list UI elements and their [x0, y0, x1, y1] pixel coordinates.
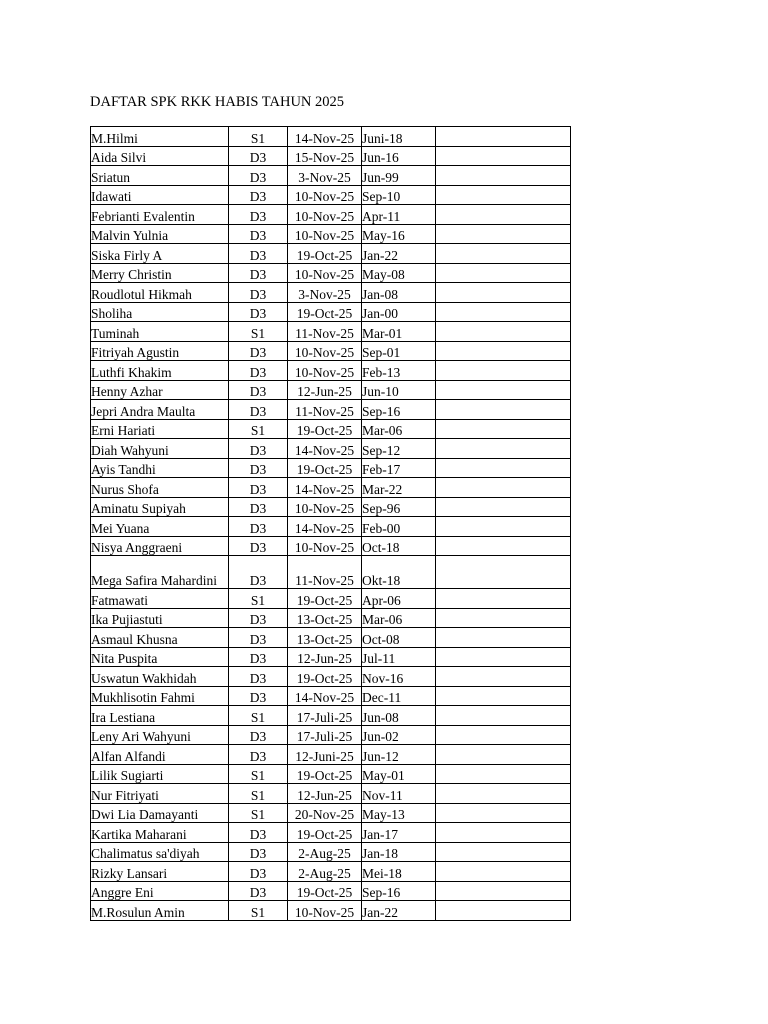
- cell-expiry-date: 10-Nov-25: [288, 205, 362, 225]
- cell-expiry-date: 14-Nov-25: [288, 686, 362, 706]
- cell-start-date: Jan-08: [362, 283, 436, 303]
- spk-table: [90, 126, 571, 921]
- cell-expiry-date: 19-Oct-25: [288, 667, 362, 687]
- cell-name: Luthfi Khakim: [91, 361, 229, 381]
- cell-expiry-date: 19-Oct-25: [288, 419, 362, 439]
- cell-empty: [436, 842, 571, 862]
- table-row: [91, 283, 571, 303]
- cell-empty: [436, 647, 571, 667]
- cell-name: Chalimatus sa'diyah: [91, 842, 229, 862]
- cell-empty: [436, 205, 571, 225]
- cell-empty: [436, 166, 571, 186]
- cell-education-level: D3: [229, 608, 288, 628]
- table-row: [91, 628, 571, 648]
- cell-name: Idawati: [91, 185, 229, 205]
- cell-empty: [436, 536, 571, 556]
- cell-empty: [436, 784, 571, 804]
- cell-start-date: Jan-00: [362, 302, 436, 322]
- cell-empty: [436, 244, 571, 264]
- cell-name: Nisya Anggraeni: [91, 536, 229, 556]
- table-row: [91, 185, 571, 205]
- cell-start-date: Sep-12: [362, 439, 436, 459]
- cell-education-level: D3: [229, 478, 288, 498]
- table-row: [91, 439, 571, 459]
- cell-start-date: Juni-18: [362, 127, 436, 147]
- cell-start-date: Jan-17: [362, 823, 436, 843]
- cell-name: Merry Christin: [91, 263, 229, 283]
- table-row: [91, 380, 571, 400]
- cell-name: Nur Fitriyati: [91, 784, 229, 804]
- cell-start-date: Sep-16: [362, 400, 436, 420]
- cell-empty: [436, 628, 571, 648]
- cell-expiry-date: 2-Aug-25: [288, 862, 362, 882]
- cell-start-date: Jun-02: [362, 725, 436, 745]
- cell-empty: [436, 862, 571, 882]
- cell-name: Rizky Lansari: [91, 862, 229, 882]
- cell-name: Mega Safira Mahardini: [91, 556, 229, 589]
- cell-expiry-date: 10-Nov-25: [288, 224, 362, 244]
- cell-start-date: Sep-16: [362, 881, 436, 901]
- cell-start-date: Dec-11: [362, 686, 436, 706]
- cell-name: Ika Pujiastuti: [91, 608, 229, 628]
- table-row: [91, 745, 571, 765]
- cell-name: Fatmawati: [91, 589, 229, 609]
- cell-empty: [436, 127, 571, 147]
- cell-start-date: May-08: [362, 263, 436, 283]
- cell-expiry-date: 20-Nov-25: [288, 803, 362, 823]
- cell-start-date: Sep-96: [362, 497, 436, 517]
- cell-education-level: D3: [229, 517, 288, 537]
- cell-education-level: D3: [229, 686, 288, 706]
- cell-start-date: Jun-12: [362, 745, 436, 765]
- table-row: [91, 862, 571, 882]
- cell-education-level: D3: [229, 439, 288, 459]
- cell-education-level: D3: [229, 341, 288, 361]
- cell-education-level: D3: [229, 458, 288, 478]
- table-row: [91, 764, 571, 784]
- cell-expiry-date: 19-Oct-25: [288, 823, 362, 843]
- cell-name: M.Rosulun Amin: [91, 901, 229, 921]
- cell-expiry-date: 17-Juli-25: [288, 706, 362, 726]
- cell-name: Erni Hariati: [91, 419, 229, 439]
- cell-empty: [436, 263, 571, 283]
- cell-empty: [436, 608, 571, 628]
- cell-education-level: D3: [229, 302, 288, 322]
- cell-education-level: D3: [229, 361, 288, 381]
- cell-name: Ira Lestiana: [91, 706, 229, 726]
- cell-expiry-date: 3-Nov-25: [288, 283, 362, 303]
- cell-start-date: Nov-16: [362, 667, 436, 687]
- cell-empty: [436, 439, 571, 459]
- cell-education-level: D3: [229, 205, 288, 225]
- table-row: [91, 497, 571, 517]
- cell-start-date: Feb-17: [362, 458, 436, 478]
- cell-empty: [436, 823, 571, 843]
- cell-name: Lilik Sugiarti: [91, 764, 229, 784]
- table-row: [91, 478, 571, 498]
- cell-start-date: Mar-01: [362, 322, 436, 342]
- cell-expiry-date: 14-Nov-25: [288, 478, 362, 498]
- cell-name: Fitriyah Agustin: [91, 341, 229, 361]
- cell-expiry-date: 11-Nov-25: [288, 322, 362, 342]
- cell-expiry-date: 19-Oct-25: [288, 244, 362, 264]
- cell-name: Tuminah: [91, 322, 229, 342]
- table-row: [91, 341, 571, 361]
- cell-expiry-date: 19-Oct-25: [288, 458, 362, 478]
- table-row: [91, 608, 571, 628]
- cell-expiry-date: 14-Nov-25: [288, 127, 362, 147]
- table-row: [91, 263, 571, 283]
- cell-start-date: Apr-06: [362, 589, 436, 609]
- cell-education-level: D3: [229, 881, 288, 901]
- cell-name: Kartika Maharani: [91, 823, 229, 843]
- table-row: [91, 686, 571, 706]
- cell-start-date: Jul-11: [362, 647, 436, 667]
- table-row: [91, 556, 571, 589]
- cell-expiry-date: 19-Oct-25: [288, 881, 362, 901]
- cell-expiry-date: 10-Nov-25: [288, 185, 362, 205]
- table-row: [91, 842, 571, 862]
- cell-start-date: Feb-00: [362, 517, 436, 537]
- cell-empty: [436, 185, 571, 205]
- table-row: [91, 127, 571, 147]
- cell-empty: [436, 517, 571, 537]
- cell-education-level: D3: [229, 146, 288, 166]
- cell-empty: [436, 706, 571, 726]
- cell-expiry-date: 10-Nov-25: [288, 263, 362, 283]
- cell-name: Diah Wahyuni: [91, 439, 229, 459]
- cell-start-date: Jun-10: [362, 380, 436, 400]
- cell-empty: [436, 745, 571, 765]
- cell-empty: [436, 881, 571, 901]
- cell-start-date: Mar-22: [362, 478, 436, 498]
- cell-education-level: S1: [229, 764, 288, 784]
- cell-empty: [436, 725, 571, 745]
- cell-empty: [436, 400, 571, 420]
- cell-name: Asmaul Khusna: [91, 628, 229, 648]
- cell-name: Malvin Yulnia: [91, 224, 229, 244]
- cell-name: Mei Yuana: [91, 517, 229, 537]
- cell-start-date: Oct-18: [362, 536, 436, 556]
- cell-education-level: S1: [229, 127, 288, 147]
- cell-start-date: Feb-13: [362, 361, 436, 381]
- cell-education-level: D3: [229, 283, 288, 303]
- cell-education-level: D3: [229, 842, 288, 862]
- cell-expiry-date: 13-Oct-25: [288, 608, 362, 628]
- table-row: [91, 725, 571, 745]
- cell-expiry-date: 19-Oct-25: [288, 764, 362, 784]
- cell-expiry-date: 15-Nov-25: [288, 146, 362, 166]
- cell-education-level: S1: [229, 589, 288, 609]
- page-title: DAFTAR SPK RKK HABIS TAHUN 2025: [90, 94, 345, 110]
- cell-expiry-date: 10-Nov-25: [288, 341, 362, 361]
- table-row: [91, 458, 571, 478]
- cell-empty: [436, 146, 571, 166]
- cell-start-date: Sep-10: [362, 185, 436, 205]
- cell-start-date: Jun-08: [362, 706, 436, 726]
- cell-empty: [436, 341, 571, 361]
- cell-name: Febrianti Evalentin: [91, 205, 229, 225]
- cell-name: Siska Firly A: [91, 244, 229, 264]
- cell-name: Ayis Tandhi: [91, 458, 229, 478]
- table-row: [91, 146, 571, 166]
- cell-education-level: S1: [229, 706, 288, 726]
- cell-expiry-date: 12-Jun-25: [288, 380, 362, 400]
- table-row: [91, 244, 571, 264]
- cell-empty: [436, 667, 571, 687]
- cell-expiry-date: 14-Nov-25: [288, 439, 362, 459]
- cell-expiry-date: 3-Nov-25: [288, 166, 362, 186]
- table-row: [91, 706, 571, 726]
- cell-name: Aminatu Supiyah: [91, 497, 229, 517]
- table-row: [91, 322, 571, 342]
- cell-start-date: Jan-22: [362, 244, 436, 264]
- cell-name: Anggre Eni: [91, 881, 229, 901]
- cell-start-date: Apr-11: [362, 205, 436, 225]
- table-row: [91, 589, 571, 609]
- cell-education-level: D3: [229, 536, 288, 556]
- cell-empty: [436, 419, 571, 439]
- cell-education-level: S1: [229, 419, 288, 439]
- cell-education-level: S1: [229, 803, 288, 823]
- cell-start-date: Jan-22: [362, 901, 436, 921]
- cell-expiry-date: 10-Nov-25: [288, 901, 362, 921]
- cell-start-date: May-01: [362, 764, 436, 784]
- cell-expiry-date: 13-Oct-25: [288, 628, 362, 648]
- table-row: [91, 647, 571, 667]
- table-row: [91, 803, 571, 823]
- cell-start-date: May-13: [362, 803, 436, 823]
- cell-education-level: D3: [229, 497, 288, 517]
- cell-empty: [436, 224, 571, 244]
- cell-name: Nita Puspita: [91, 647, 229, 667]
- cell-start-date: Sep-01: [362, 341, 436, 361]
- cell-expiry-date: 10-Nov-25: [288, 497, 362, 517]
- cell-empty: [436, 497, 571, 517]
- cell-education-level: D3: [229, 185, 288, 205]
- cell-empty: [436, 361, 571, 381]
- cell-expiry-date: 12-Juni-25: [288, 745, 362, 765]
- cell-name: Sriatun: [91, 166, 229, 186]
- cell-empty: [436, 458, 571, 478]
- cell-empty: [436, 478, 571, 498]
- cell-expiry-date: 11-Nov-25: [288, 556, 362, 589]
- cell-empty: [436, 686, 571, 706]
- cell-start-date: Mar-06: [362, 419, 436, 439]
- cell-expiry-date: 10-Nov-25: [288, 361, 362, 381]
- cell-empty: [436, 302, 571, 322]
- cell-name: Alfan Alfandi: [91, 745, 229, 765]
- table-row: [91, 823, 571, 843]
- cell-education-level: D3: [229, 224, 288, 244]
- cell-empty: [436, 283, 571, 303]
- cell-education-level: D3: [229, 667, 288, 687]
- cell-name: Roudlotul Hikmah: [91, 283, 229, 303]
- cell-start-date: May-16: [362, 224, 436, 244]
- cell-start-date: Mar-06: [362, 608, 436, 628]
- cell-name: Leny Ari Wahyuni: [91, 725, 229, 745]
- cell-education-level: D3: [229, 628, 288, 648]
- cell-education-level: S1: [229, 322, 288, 342]
- table-row: [91, 400, 571, 420]
- cell-name: Dwi Lia Damayanti: [91, 803, 229, 823]
- table-row: [91, 361, 571, 381]
- table-row: [91, 166, 571, 186]
- cell-start-date: Nov-11: [362, 784, 436, 804]
- table-row: [91, 205, 571, 225]
- cell-education-level: D3: [229, 745, 288, 765]
- cell-education-level: S1: [229, 901, 288, 921]
- cell-name: Jepri Andra Maulta: [91, 400, 229, 420]
- table-row: [91, 784, 571, 804]
- cell-name: Nurus Shofa: [91, 478, 229, 498]
- table-row: [91, 667, 571, 687]
- cell-start-date: Oct-08: [362, 628, 436, 648]
- cell-expiry-date: 19-Oct-25: [288, 302, 362, 322]
- table-row: [91, 302, 571, 322]
- cell-education-level: S1: [229, 784, 288, 804]
- table-row: [91, 901, 571, 921]
- cell-name: Aida Silvi: [91, 146, 229, 166]
- table-row: [91, 517, 571, 537]
- cell-education-level: D3: [229, 400, 288, 420]
- cell-empty: [436, 901, 571, 921]
- cell-education-level: D3: [229, 244, 288, 264]
- cell-empty: [436, 803, 571, 823]
- cell-name: Sholiha: [91, 302, 229, 322]
- table-row: [91, 224, 571, 244]
- cell-expiry-date: 12-Jun-25: [288, 647, 362, 667]
- cell-expiry-date: 2-Aug-25: [288, 842, 362, 862]
- cell-expiry-date: 17-Juli-25: [288, 725, 362, 745]
- cell-start-date: Mei-18: [362, 862, 436, 882]
- cell-expiry-date: 14-Nov-25: [288, 517, 362, 537]
- cell-name: M.Hilmi: [91, 127, 229, 147]
- table-row: [91, 881, 571, 901]
- cell-expiry-date: 10-Nov-25: [288, 536, 362, 556]
- cell-name: Uswatun Wakhidah: [91, 667, 229, 687]
- cell-expiry-date: 11-Nov-25: [288, 400, 362, 420]
- cell-start-date: Jun-99: [362, 166, 436, 186]
- cell-name: Mukhlisotin Fahmi: [91, 686, 229, 706]
- cell-education-level: D3: [229, 556, 288, 589]
- cell-education-level: D3: [229, 725, 288, 745]
- cell-empty: [436, 556, 571, 589]
- table-row: [91, 536, 571, 556]
- cell-education-level: D3: [229, 862, 288, 882]
- cell-expiry-date: 12-Jun-25: [288, 784, 362, 804]
- cell-empty: [436, 589, 571, 609]
- cell-start-date: Jun-16: [362, 146, 436, 166]
- cell-empty: [436, 764, 571, 784]
- cell-name: Henny Azhar: [91, 380, 229, 400]
- cell-education-level: D3: [229, 166, 288, 186]
- cell-education-level: D3: [229, 380, 288, 400]
- cell-empty: [436, 322, 571, 342]
- cell-empty: [436, 380, 571, 400]
- cell-expiry-date: 19-Oct-25: [288, 589, 362, 609]
- spk-table-body: [91, 127, 571, 921]
- cell-start-date: Jan-18: [362, 842, 436, 862]
- cell-education-level: D3: [229, 263, 288, 283]
- table-row: [91, 419, 571, 439]
- cell-start-date: Okt-18: [362, 556, 436, 589]
- cell-education-level: D3: [229, 647, 288, 667]
- cell-education-level: D3: [229, 823, 288, 843]
